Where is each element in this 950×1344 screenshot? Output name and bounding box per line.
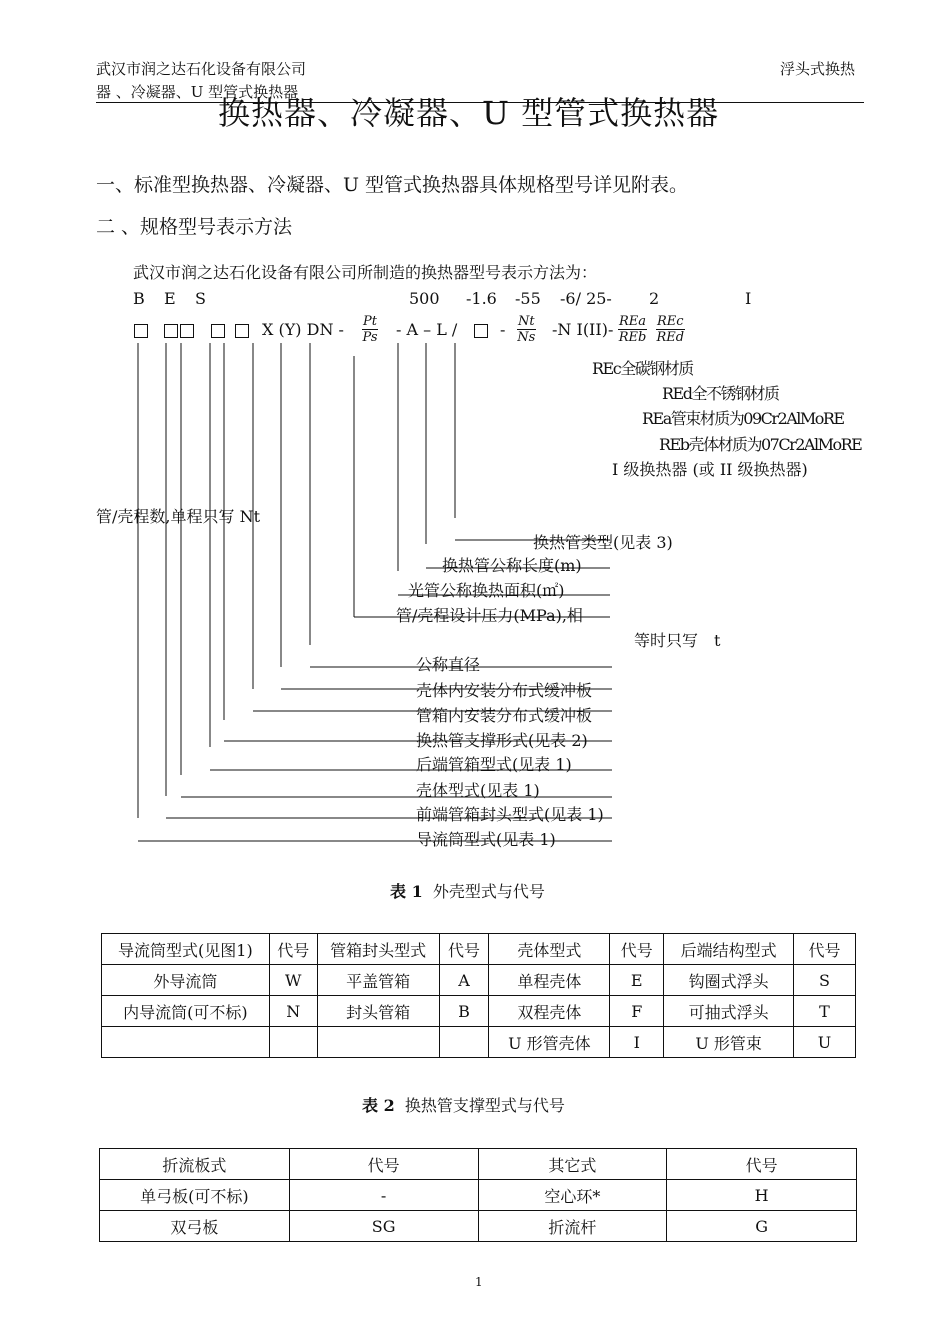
table-cell: 外导流筒 xyxy=(102,965,270,996)
table-cell: 内导流筒(可不标) xyxy=(102,996,270,1027)
table2 xyxy=(99,1148,857,1242)
legend-rec: REc全碳钢材质 xyxy=(592,359,693,378)
table-row xyxy=(102,1027,856,1058)
table2-header-cell: 代号 xyxy=(289,1149,478,1180)
header-right: 浮头式换热 xyxy=(780,60,856,78)
table-row xyxy=(100,1180,857,1211)
table1 xyxy=(101,933,856,1058)
table2-caption xyxy=(362,1093,565,1116)
legend-passes: 管/壳程数,单程只写 Nt xyxy=(96,507,260,526)
table-cell: 双弓板 xyxy=(100,1211,290,1242)
formula-seg3: - xyxy=(500,320,506,339)
table-row xyxy=(102,996,856,1027)
legend-grade: I 级换热器 (或 II 级换热器) xyxy=(612,460,808,479)
legend-red: REd全不锈钢材质 xyxy=(662,384,779,403)
code-passes: 2 xyxy=(649,289,660,308)
fraction-nt: Nt xyxy=(518,314,535,329)
table-cell: 单程壳体 xyxy=(489,965,610,996)
fraction-rea: REa xyxy=(619,314,647,329)
table-cell xyxy=(269,1027,317,1058)
table-cell: S xyxy=(794,965,856,996)
legend-reb: REb壳体材质为07Cr2AlMoRE xyxy=(659,435,862,454)
table-cell: E xyxy=(610,965,664,996)
code-grade: I xyxy=(745,289,752,308)
table2-header-cell: 其它式 xyxy=(478,1149,667,1180)
table1-caption xyxy=(390,879,545,902)
table-cell xyxy=(439,1027,489,1058)
table1-caption-prefix: 表 1 xyxy=(390,882,423,901)
legend-rear-head: 后端管箱型式(见表 1) xyxy=(416,755,572,774)
table-cell: 折流杆 xyxy=(478,1211,667,1242)
table-cell: 空心环* xyxy=(478,1180,667,1211)
table-row xyxy=(100,1211,857,1242)
table-cell: I xyxy=(610,1027,664,1058)
code-dn: 500 xyxy=(409,289,440,308)
header-company: 武汉市润之达石化设备有限公司 xyxy=(96,60,307,78)
table-cell: 封头管箱 xyxy=(317,996,439,1027)
fraction-red: REd xyxy=(656,330,685,345)
table2-header-cell: 折流板式 xyxy=(100,1149,290,1180)
table-cell: - xyxy=(289,1180,478,1211)
legend-shell-buffer: 壳体内安装分布式缓冲板 xyxy=(416,681,593,700)
legend-front-head: 前端管箱封头型式(见表 1) xyxy=(416,805,604,824)
table1-header-cell: 管箱封头型式 xyxy=(317,934,439,965)
table1-caption-text: 外壳型式与代号 xyxy=(432,882,545,901)
table1-header-cell: 导流筒型式(见图1) xyxy=(102,934,270,965)
table2-caption-prefix: 表 2 xyxy=(362,1096,395,1115)
table-cell: 平盖管箱 xyxy=(317,965,439,996)
table-cell: 钩圈式浮头 xyxy=(664,965,794,996)
page-title: 换热器、冷凝器、U 型管式换热器 xyxy=(218,94,720,132)
code-length: -6/ 25- xyxy=(560,289,612,308)
table-cell: U 形管束 xyxy=(664,1027,794,1058)
fraction-ns: Ns xyxy=(517,330,536,345)
intro-text: 武汉市润之达石化设备有限公司所制造的换热器型号表示方法为： xyxy=(133,263,598,282)
table-cell: H xyxy=(667,1180,857,1211)
table-row xyxy=(102,965,856,996)
table1-header-cell: 代号 xyxy=(269,934,317,965)
table-cell: A xyxy=(439,965,489,996)
table2-header-row xyxy=(100,1149,857,1180)
legend-support: 换热管支撑形式(见表 2) xyxy=(416,731,588,750)
code-e: E xyxy=(164,289,176,308)
legend-rea: REa管束材质为09Cr2AlMoRE xyxy=(642,409,844,428)
legend-pressure-cont: 等时只写 t xyxy=(634,631,721,650)
table1-header-cell: 代号 xyxy=(439,934,489,965)
header-subtitle: 器 、冷凝器、U 型管式换热器 xyxy=(96,83,299,101)
formula-seg4: -N I(II)- xyxy=(552,320,614,339)
table1-header-cell: 后端结构型式 xyxy=(664,934,794,965)
legend-pressure: 管/壳程设计压力(MPa),相 xyxy=(396,606,583,625)
table1-header-cell: 代号 xyxy=(794,934,856,965)
fraction-ps: Ps xyxy=(362,330,378,345)
table-cell: G xyxy=(667,1211,857,1242)
table-cell xyxy=(317,1027,439,1058)
table-cell: N xyxy=(269,996,317,1027)
table-cell: 双程壳体 xyxy=(489,996,610,1027)
code-s: S xyxy=(195,289,206,308)
table1-header-cell: 壳体型式 xyxy=(489,934,610,965)
legend-shell-type: 壳体型式(见表 1) xyxy=(416,781,540,800)
table2-caption-text: 换热管支撑型式与代号 xyxy=(404,1096,565,1115)
table-cell: T xyxy=(794,996,856,1027)
legend-area: 光管公称换热面积(㎡) xyxy=(408,581,565,600)
table-cell: 单弓板(可不标) xyxy=(100,1180,290,1211)
legend-tube-type: 换热管类型(见表 3) xyxy=(533,533,673,552)
table-cell: F xyxy=(610,996,664,1027)
code-b: B xyxy=(133,289,145,308)
table-cell: U xyxy=(794,1027,856,1058)
page-number: 1 xyxy=(475,1275,483,1289)
formula-seg1: X (Y) DN - xyxy=(262,320,344,339)
table-cell: B xyxy=(439,996,489,1027)
table-cell xyxy=(102,1027,270,1058)
fraction-pt: Pt xyxy=(363,314,377,329)
code-area: -55 xyxy=(515,289,541,308)
legend-tube-length: 换热管公称长度(m) xyxy=(442,556,582,575)
fraction-reb: REb xyxy=(618,330,647,345)
code-pressure: -1.6 xyxy=(466,289,497,308)
legend-dn: 公称直径 xyxy=(416,655,481,674)
legend-channel-buffer: 管箱内安装分布式缓冲板 xyxy=(416,706,593,725)
table-cell: 可抽式浮头 xyxy=(664,996,794,1027)
section-1-heading: 一、标准型换热器、冷凝器、U 型管式换热器具体规格型号详见附表。 xyxy=(96,174,689,196)
table1-header-cell: 代号 xyxy=(610,934,664,965)
table-cell: U 形管壳体 xyxy=(489,1027,610,1058)
formula-seg2: - A – L / xyxy=(396,320,458,339)
table-cell: W xyxy=(269,965,317,996)
table1-header-row xyxy=(102,934,856,965)
fraction-rec: REc xyxy=(657,314,684,329)
table2-header-cell: 代号 xyxy=(667,1149,857,1180)
table-cell: SG xyxy=(289,1211,478,1242)
section-2-heading: 二 、规格型号表示方法 xyxy=(96,216,293,238)
legend-guide-tube: 导流筒型式(见表 1) xyxy=(416,830,556,849)
